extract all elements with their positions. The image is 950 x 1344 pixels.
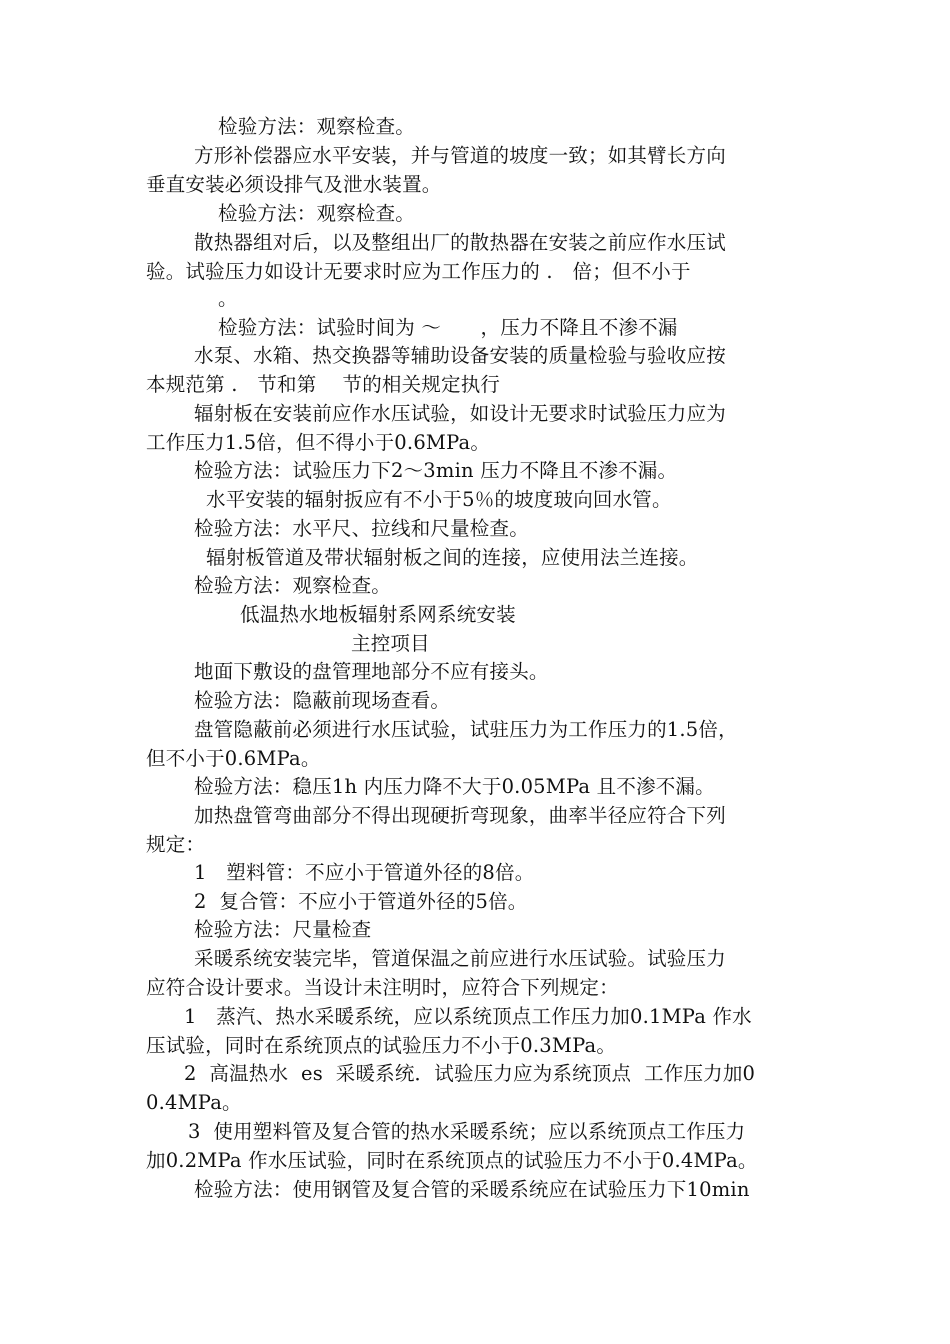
text-line: 工作压力1.5倍，但不得小于0.6MPa。 [146, 431, 491, 454]
text-line: 。 [218, 287, 238, 310]
text-line: 检验方法：水平尺、拉线和尺量检查。 [194, 517, 529, 540]
text-line: 盘管隐蔽前必须进行水压试验，试驻压力为工作压力的1.5倍， [194, 718, 738, 741]
text-line: 压试验，同时在系统顶点的试验压力不小于0.3MPa。 [146, 1034, 617, 1057]
text-line: 3 使用塑料管及复合管的热水采暖系统；应以系统顶点工作压力 [188, 1120, 746, 1143]
text-line: 加0.2MPa 作水压试验，同时在系统顶点的试验压力不小于0.4MPa。 [146, 1149, 758, 1172]
text-line: 1 塑料管：不应小于管道外径的8倍。 [194, 861, 535, 884]
text-line: 检验方法：尺量检查 [194, 918, 372, 941]
text-line: 检验方法：观察检查。 [218, 202, 416, 225]
text-line: 辐射板管道及带状辐射板之间的连接，应使用法兰连接。 [206, 546, 699, 569]
text-line: 检验方法：稳压1h 内压力降不大于0.05MPa 且不渗不漏。 [194, 775, 715, 798]
text-line: 2 复合管：不应小于管道外径的5倍。 [194, 890, 528, 913]
text-line: 检验方法：观察检查。 [218, 115, 416, 138]
text-line: 辐射板在安装前应作水压试验，如设计无要求时试验压力应为 [194, 402, 726, 425]
text-line: 地面下敷设的盘管理地部分不应有接头。 [194, 660, 549, 683]
text-line: 水平安装的辐射扳应有不小于5％的坡度玻向回水管。 [206, 488, 672, 511]
text-line: 本规范第 . 节和第 节的相关规定执行 [146, 373, 501, 396]
text-line: 1 蒸汽、热水采暖系统，应以系统顶点工作压力加0.1MPa 作水 [184, 1005, 752, 1028]
text-line: 2 高温热水 es 采暖系统．试验压力应为系统顶点 工作压力加0 [184, 1062, 756, 1085]
text-line: 0.4MPa。 [146, 1091, 242, 1114]
text-line: 应符合设计要求。当设计未注明时，应符合下列规定： [146, 976, 619, 999]
text-line: 采暖系统安装完毕，管道保温之前应进行水压试验。试验压力 [194, 947, 726, 970]
text-line: 加热盘管弯曲部分不得出现硬折弯现象，曲率半径应符合下列 [194, 804, 726, 827]
text-line: 检验方法：试验压力下2～3min 压力不降且不渗不漏。 [194, 459, 678, 482]
text-line: 检验方法：观察检查。 [194, 574, 392, 597]
text-line: 验。试验压力如设计无要求时应为工作压力的 . 倍；但不小于 [146, 260, 691, 283]
text-line: 散热器组对后，以及整组出厂的散热器在安装之前应作水压试 [194, 231, 726, 254]
text-line: 垂直安装必须设排气及泄水装置。 [146, 173, 442, 196]
text-line: 检验方法：使用钢管及复合管的采暖系统应在试验压力下10min [194, 1178, 750, 1201]
text-line: 规定： [146, 833, 206, 856]
section-subheading: 主控项目 [351, 632, 430, 655]
text-line: 水泵、水箱、热交换器等辅助设备安装的质量检验与验收应按 [194, 344, 726, 367]
text-line: 方形补偿器应水平安装，并与管道的坡度一致；如其臂长方向 [194, 144, 726, 167]
section-heading: 低温热水地板辐射系网系统安装 [240, 603, 516, 626]
text-line: 但不小于0.6MPa。 [146, 747, 321, 770]
text-line: 检验方法：隐蔽前现场查看。 [194, 689, 451, 712]
text-line: 检验方法：试验时间为 ～ ，压力不降且不渗不漏 [218, 316, 678, 339]
